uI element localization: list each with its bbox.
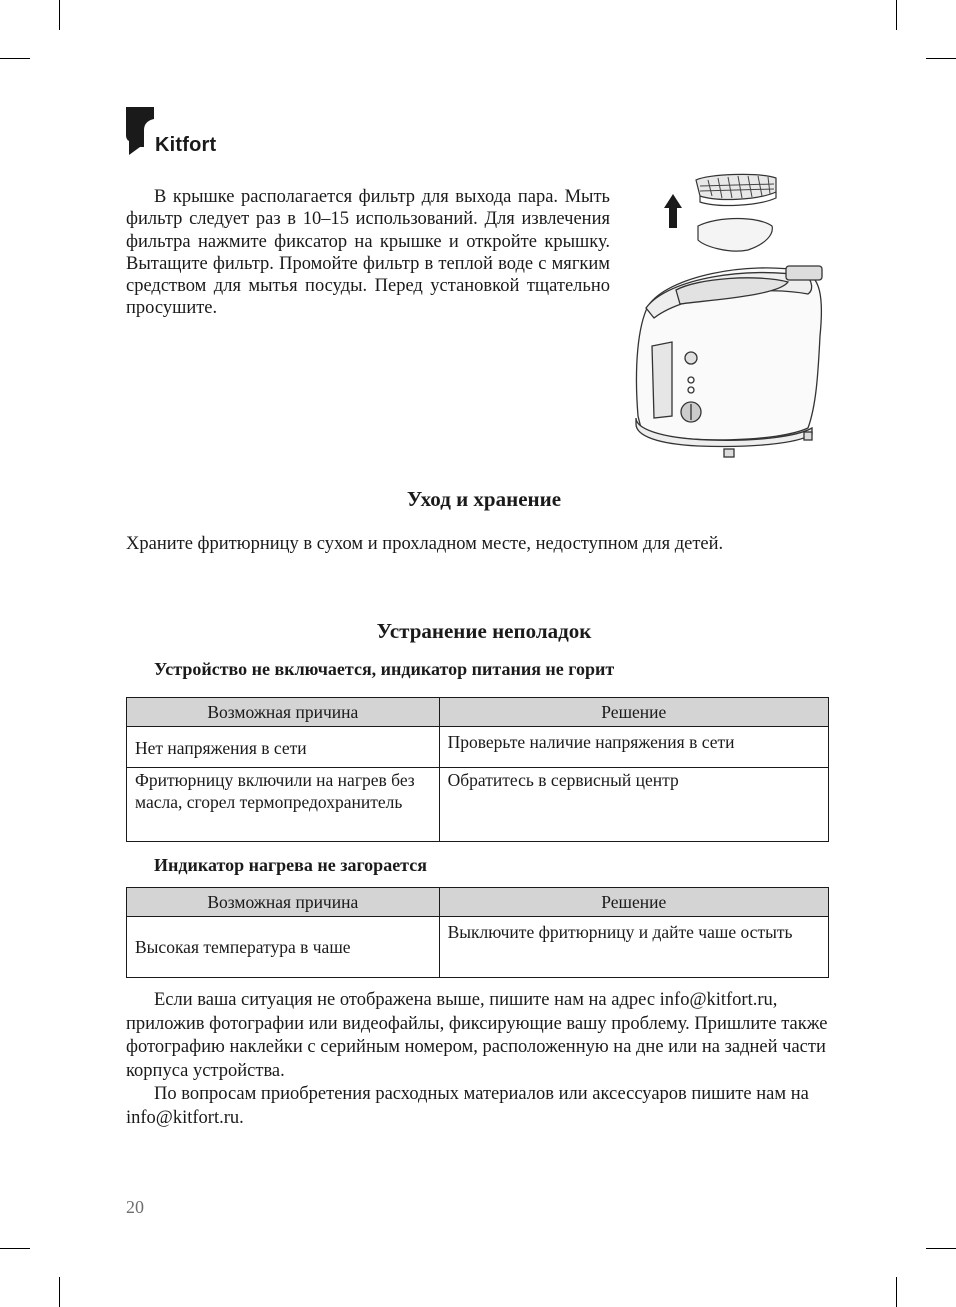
contact-paragraph: Если ваша ситуация не отображена выше, пишите нам на адрес info@kitfort.ru, приложив фотографии или видеофайлы, фиксирующие вашу проблему. Пришлите также фотографию наклейки с серийным номером, расположенную на дне или на задней части корпуса устройства. <box>126 990 828 1081</box>
brand-logo <box>126 107 226 157</box>
crop-mark <box>0 1248 30 1249</box>
table-row <box>127 768 829 842</box>
filter-pad <box>698 219 772 252</box>
troubleshooting-section-title: Устранение неполадок <box>376 619 592 643</box>
care-instructions: Храните фритюрницу в сухом и прохладном месте, недоступном для детей. <box>126 534 724 554</box>
crop-mark <box>0 58 30 59</box>
cause-cell: Фритюрницу включили на нагрев без масла, сгорел термопредохранитель <box>127 768 440 842</box>
table-header-row <box>127 698 829 727</box>
column-header-cause: Возможная причина <box>127 888 440 917</box>
column-header-solution: Решение <box>439 698 828 727</box>
crop-mark <box>896 0 897 30</box>
column-header-solution: Решение <box>439 888 828 917</box>
kitfort-logo-icon <box>126 107 156 155</box>
fryer-filter-illustration <box>628 166 834 466</box>
problem-title: Индикатор нагрева не загорается <box>154 855 427 875</box>
deep-fryer <box>636 266 822 457</box>
accessories-paragraph: По вопросам приобретения расходных материалов или аксессуаров пишите нам на info@kitfort.ru. <box>126 1084 809 1128</box>
cause-cell: Высокая температура в чаше <box>127 917 440 978</box>
filter-grille <box>696 174 776 205</box>
crop-mark <box>59 1277 60 1307</box>
crop-mark <box>59 0 60 30</box>
care-section-title: Уход и хранение <box>406 487 562 511</box>
contact-info <box>126 989 839 1130</box>
table-header-row <box>127 888 829 917</box>
troubleshooting-table <box>126 697 829 842</box>
crop-mark <box>896 1277 897 1307</box>
solution-cell: Обратитесь в сервисный центр <box>439 768 828 842</box>
solution-cell: Выключите фритюрницу и дайте чаше остыть <box>439 917 828 978</box>
column-header-cause: Возможная причина <box>127 698 440 727</box>
cause-cell: Нет напряжения в сети <box>127 727 440 768</box>
solution-cell: Проверьте наличие напряжения в сети <box>439 727 828 768</box>
crop-mark <box>926 58 956 59</box>
brand-name: Kitfort <box>155 134 217 156</box>
problem-title: Устройство не включается, индикатор питания не горит <box>154 659 615 679</box>
arrow-up-icon <box>664 194 682 228</box>
table-row <box>127 917 829 978</box>
page-number: 20 <box>126 1197 144 1217</box>
filter-instructions: В крышке располагается фильтр для выхода пара. Мыть фильтр следует раз в 10–15 использований. Для извлечения фильтра нажмите фиксатор на крышке и откройте крышку. Вытащите фильтр. Промойте фильтр в теплой воде с мягким средством для мытья посуды. Перед установкой тщательно просушите. <box>126 187 610 319</box>
table-row <box>127 727 829 768</box>
crop-mark <box>926 1248 956 1249</box>
troubleshooting-table <box>126 887 829 978</box>
